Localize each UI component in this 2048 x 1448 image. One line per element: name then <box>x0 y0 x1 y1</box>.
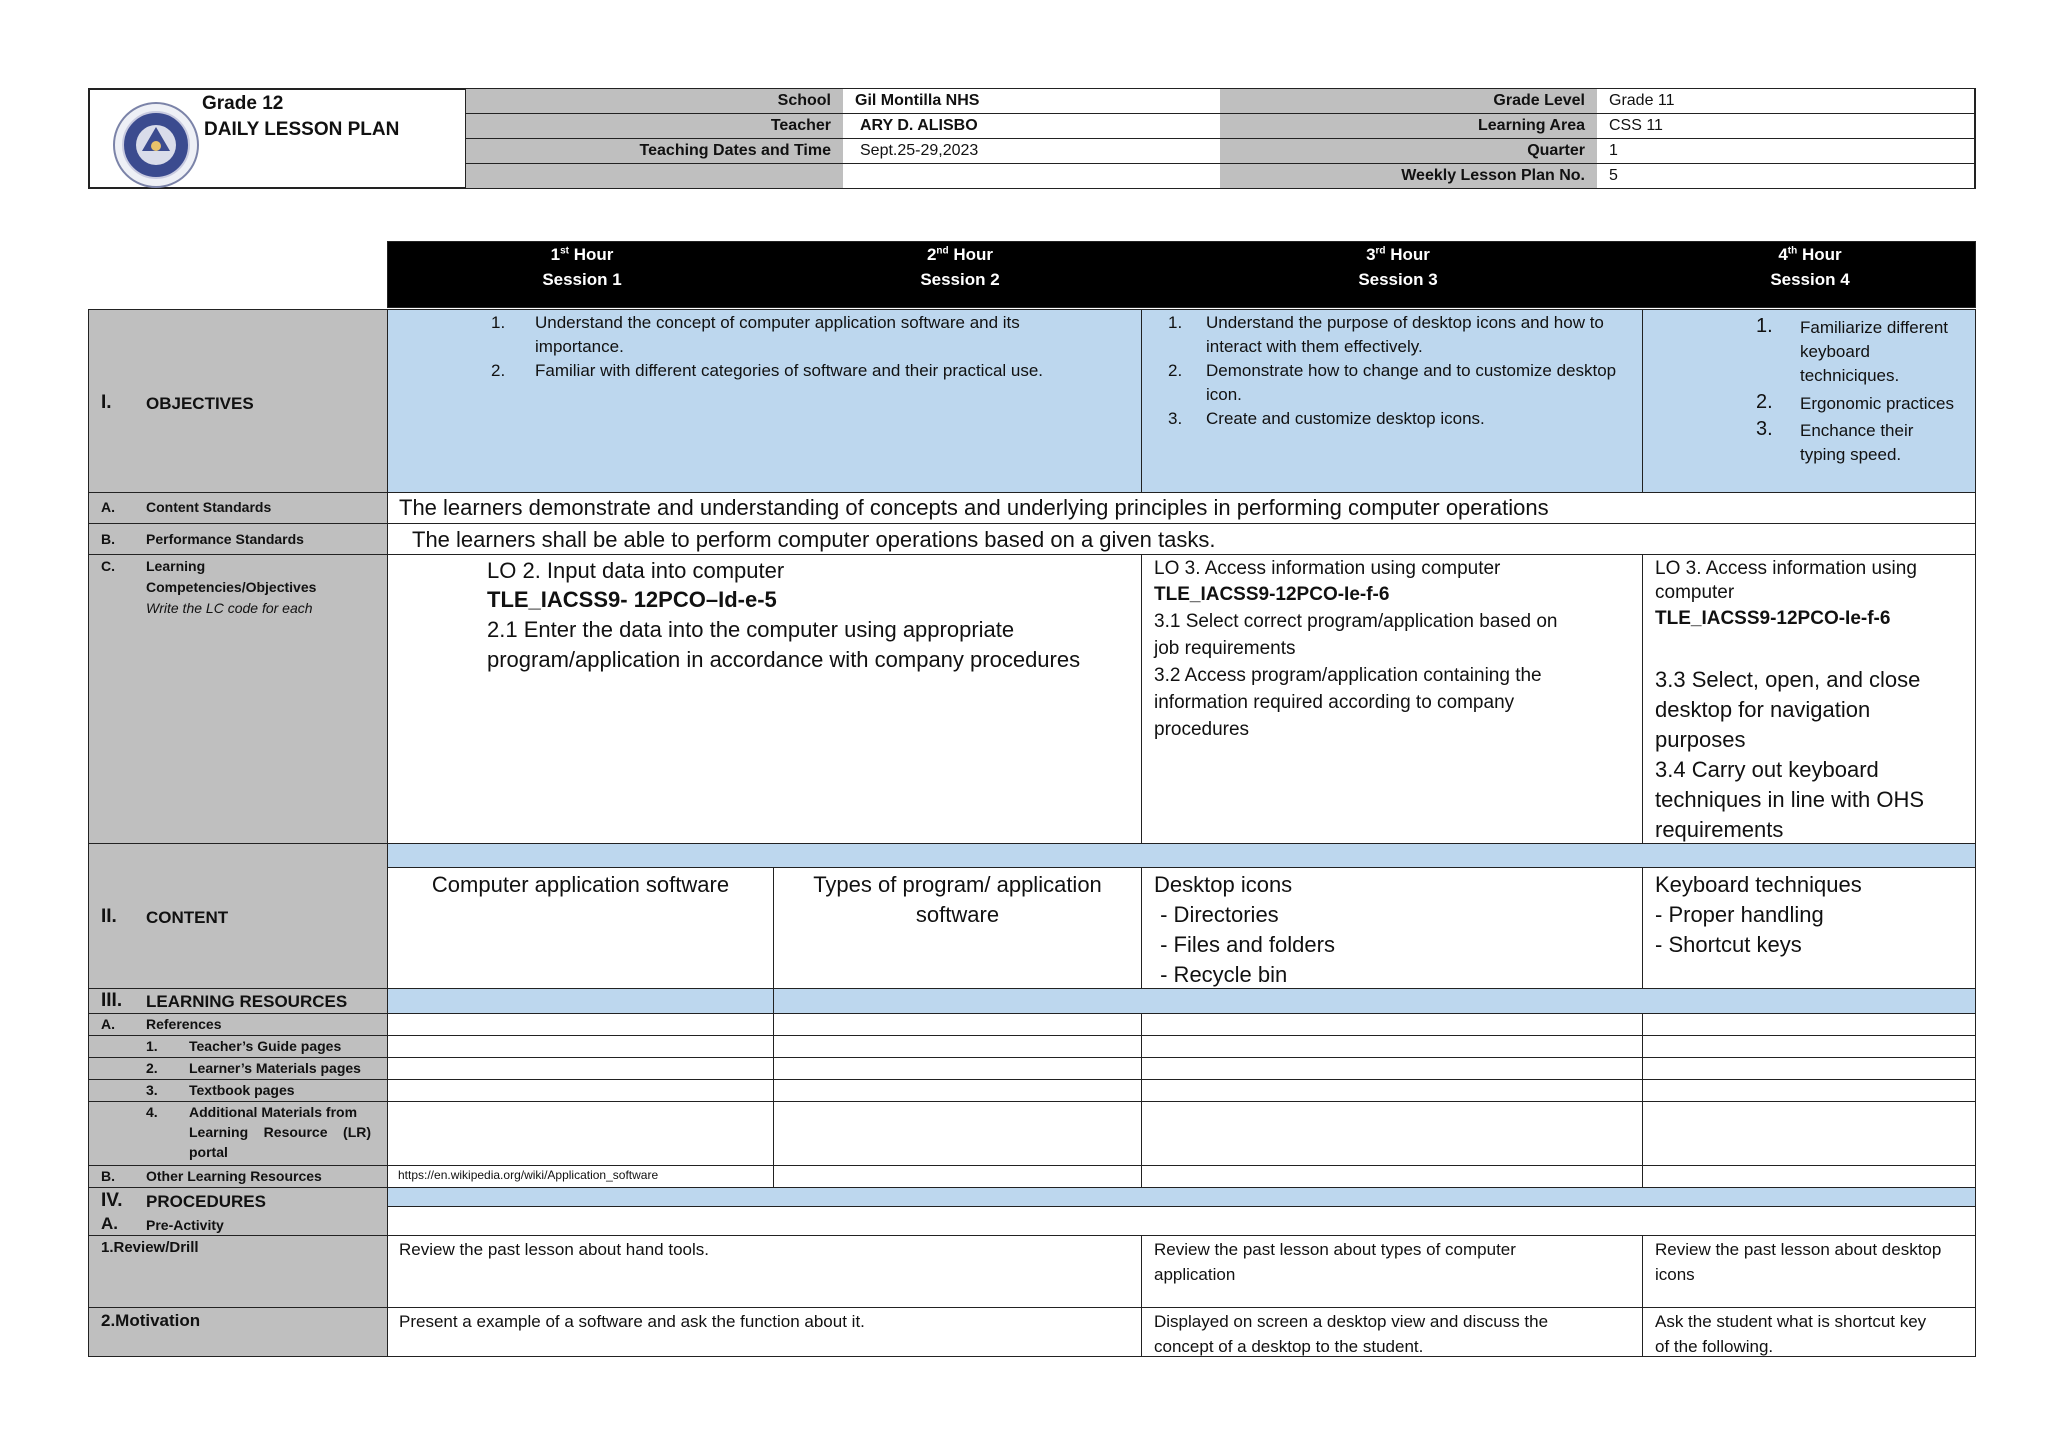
motivation-label-cell <box>88 1307 388 1357</box>
other-resources-row-cell <box>1642 1165 1976 1188</box>
competencies-s12-cell <box>387 554 1142 844</box>
competencies-s4-line: desktop for navigation <box>1655 697 1871 722</box>
competencies-s4-cell <box>1642 554 1976 844</box>
motivation-label: 2.Motivation <box>101 1311 201 1330</box>
plan-grade-title: Grade 12 <box>202 93 284 114</box>
resource-item-1-label-cell <box>88 1035 388 1058</box>
competencies-label-cell <box>88 554 388 844</box>
motivation-s12-cell <box>387 1307 1142 1357</box>
competencies-s4-line: techniques in line with OHS <box>1655 787 1925 812</box>
header-label-0: School <box>466 89 844 114</box>
session-3-label: Session 3 <box>1358 270 1438 289</box>
review-drill-s4-text: icons <box>1655 1265 1695 1284</box>
other-resources-link[interactable]: https://en.wikipedia.org/wiki/Application_software <box>398 1168 659 1182</box>
content-label: CONTENT <box>146 908 229 927</box>
resource-item-4-label-cell <box>88 1101 388 1166</box>
resources-label: LEARNING RESOURCES <box>146 992 348 1011</box>
content-s1-text: Computer application software <box>431 872 730 897</box>
resource-item-num: 4. <box>146 1104 158 1120</box>
content-s4-line: - Shortcut keys <box>1655 932 1802 957</box>
content-standards-value-cell <box>387 492 1976 524</box>
review-drill-s3-text: application <box>1154 1265 1236 1284</box>
procedures-blue-strip <box>387 1187 1976 1207</box>
performance-standards-label: Performance Standards <box>146 531 304 547</box>
resource-item-4-row-cell <box>1141 1101 1643 1166</box>
content-standards-text: The learners demonstrate and understanding of concepts and underlying principles in performing computer operations <box>399 495 1549 520</box>
references-row-cell <box>387 1013 774 1036</box>
resource-item-label: Learner’s Materials pages <box>189 1060 361 1076</box>
pre-activity-letter: A. <box>101 1214 118 1233</box>
header-value2-2: 1 <box>1597 139 1974 164</box>
references-letter: A. <box>101 1016 115 1032</box>
objective-s4-text: typing speed. <box>1800 445 1902 464</box>
content-standards-label-cell <box>88 492 388 524</box>
competencies-s3-line: job requirements <box>1154 638 1296 659</box>
competencies-s12-lo: LO 2. Input data into computer <box>487 558 785 583</box>
resource-item-3-row-cell <box>387 1079 774 1102</box>
objective-s4-text: Ergonomic practices <box>1800 394 1955 413</box>
objective-s4-text: Familiarize different <box>1800 318 1949 337</box>
competencies-note: Write the LC code for each <box>146 600 313 616</box>
content-s2-cell <box>773 867 1142 989</box>
objectives-s12-cell <box>387 309 1142 493</box>
competencies-s3-line: 3.1 Select correct program/application based on <box>1154 611 1558 632</box>
header-label2-1: Learning Area <box>1220 114 1598 139</box>
objective-s4-num-2: 2. <box>1756 391 1773 413</box>
competencies-s4-line: 3.4 Carry out keyboard <box>1655 757 1879 782</box>
competencies-s12-code: TLE_IACSS9- 12PCO–Id-e-5 <box>487 587 777 612</box>
resources-header-row-cell-a <box>387 988 774 1014</box>
header-value-3 <box>843 164 1221 188</box>
competencies-s3-line: 3.2 Access program/application containing the <box>1154 665 1542 686</box>
resource-item-3-row-cell <box>773 1079 1142 1102</box>
motivation-s3-cell <box>1141 1307 1643 1357</box>
content-standards-letter: A. <box>101 499 115 515</box>
objective-s3-num-2: 2. <box>1168 361 1183 380</box>
motivation-s4-text: of the following. <box>1655 1337 1774 1356</box>
resource-item-2-label-cell <box>88 1057 388 1080</box>
header-value-0: Gil Montilla NHS <box>843 89 1221 114</box>
objective-s4-text: keyboard <box>1800 342 1870 361</box>
resource-item-3-row-cell <box>1141 1079 1643 1102</box>
resources-roman: III. <box>101 990 123 1011</box>
review-drill-label-cell <box>88 1235 388 1308</box>
objective-s12-num-2: 2. <box>491 361 506 380</box>
motivation-s3-text: Displayed on screen a desktop view and discuss the <box>1154 1312 1549 1331</box>
header-value-2: Sept.25-29,2023 <box>843 139 1221 164</box>
competencies-s3-lo: LO 3. Access information using computer <box>1154 558 1501 579</box>
motivation-s4-text: Ask the student what is shortcut key <box>1655 1312 1927 1331</box>
session-1-label: Session 1 <box>542 270 622 289</box>
procedures-label-cell <box>88 1187 388 1236</box>
references-label: References <box>146 1016 222 1032</box>
resource-item-1-row-cell <box>773 1035 1142 1058</box>
header-label2-2: Quarter <box>1220 139 1598 164</box>
objective-s3-text: Understand the purpose of desktop icons and how to <box>1206 313 1604 332</box>
other-resources-letter: B. <box>101 1168 115 1184</box>
content-s2-line1: Types of program/ application <box>813 872 1102 897</box>
performance-standards-label-cell <box>88 523 388 555</box>
plan-title: DAILY LESSON PLAN <box>204 119 400 140</box>
objective-s3-num-1: 1. <box>1168 313 1183 332</box>
resource-item-2-row-cell <box>1642 1057 1976 1080</box>
content-s1-cell <box>387 867 774 989</box>
competencies-s4-line: 3.3 Select, open, and close <box>1655 667 1921 692</box>
review-drill-s12-text: Review the past lesson about hand tools. <box>399 1240 709 1259</box>
objective-s4-text: techniciques. <box>1800 366 1900 385</box>
competencies-s4-line: purposes <box>1655 727 1746 752</box>
references-row-cell <box>1642 1013 1976 1036</box>
content-s3-line: - Directories <box>1154 902 1279 927</box>
competencies-s3-code: TLE_IACSS9-12PCO-Ie-f-6 <box>1154 584 1390 605</box>
resource-item-4-line3: portal <box>189 1144 228 1160</box>
competencies-label-line2: Competencies/Objectives <box>146 579 317 595</box>
other-resources-row-cell <box>773 1165 1142 1188</box>
header-value2-0: Grade 11 <box>1597 89 1974 114</box>
session-1-hour: 1st Hour <box>550 245 614 264</box>
session-3-hour: 3rd Hour <box>1366 245 1430 264</box>
references-row-cell <box>773 1013 1142 1036</box>
review-drill-s3-text: Review the past lesson about types of computer <box>1154 1240 1516 1259</box>
resource-item-label: Teacher’s Guide pages <box>189 1038 342 1054</box>
review-drill-s4-text: Review the past lesson about desktop <box>1655 1240 1942 1259</box>
competencies-s12-line1: 2.1 Enter the data into the computer using appropriate <box>487 617 1015 642</box>
competencies-s12-line2: program/application in accordance with company procedures <box>487 647 1081 672</box>
resource-item-1-row-cell <box>387 1035 774 1058</box>
header-value-1: ARY D. ALISBO <box>843 114 1221 139</box>
resources-header-row-cell-b <box>773 988 1976 1014</box>
resource-item-num: 3. <box>146 1082 158 1098</box>
resource-item-4-row-cell <box>1642 1101 1976 1166</box>
competencies-label-line1: Learning <box>146 558 206 574</box>
content-s3-line: - Recycle bin <box>1154 962 1288 987</box>
performance-standards-letter: B. <box>101 531 115 547</box>
competencies-s3-cell <box>1141 554 1643 844</box>
resource-item-1-row-cell <box>1642 1035 1976 1058</box>
session-2-hour: 2nd Hour <box>926 245 994 264</box>
performance-standards-value-cell <box>387 523 1976 555</box>
session-4-label: Session 4 <box>1770 270 1850 289</box>
objective-s4-num-1: 1. <box>1756 315 1773 337</box>
other-resources-label-cell <box>88 1165 388 1188</box>
competencies-s3-line: information required according to company <box>1154 692 1515 713</box>
objectives-roman: I. <box>101 392 112 413</box>
competencies-s4-lo-line1: LO 3. Access information using <box>1655 558 1917 579</box>
review-drill-s3-cell <box>1141 1235 1643 1308</box>
session-4-hour: 4th Hour <box>1778 245 1842 264</box>
performance-standards-text: The learners shall be able to perform computer operations based on a given tasks. <box>412 527 1216 552</box>
header-value2-3: 5 <box>1597 164 1974 188</box>
objective-s3-text: Demonstrate how to change and to customize desktop <box>1206 361 1617 380</box>
content-s3-line: - Files and folders <box>1154 932 1335 957</box>
content-blue-strip <box>387 843 1976 868</box>
objective-s4-text: Enchance their <box>1800 421 1914 440</box>
objective-s12-text: importance. <box>535 337 624 356</box>
content-label-cell <box>88 843 388 989</box>
competencies-s3-line: procedures <box>1154 719 1250 740</box>
header-label2-3: Weekly Lesson Plan No. <box>1220 164 1598 188</box>
resources-label-cell <box>88 988 388 1014</box>
objective-s3-num-3: 3. <box>1168 409 1183 428</box>
competencies-s4-lo-line2: computer <box>1655 582 1735 603</box>
deped-seal-icon <box>112 101 200 189</box>
objective-s3-text: interact with them effectively. <box>1206 337 1423 356</box>
motivation-s12-text: Present a example of a software and ask the function about it. <box>399 1312 865 1331</box>
procedures-label: PROCEDURES <box>146 1192 266 1211</box>
objective-s4-num-3: 3. <box>1756 418 1773 440</box>
resource-item-4-line1: Additional Materials from <box>189 1104 358 1120</box>
competencies-s4-code: TLE_IACSS9-12PCO-Ie-f-6 <box>1655 608 1891 629</box>
resource-item-1-row-cell <box>1141 1035 1643 1058</box>
resource-item-2-row-cell <box>773 1057 1142 1080</box>
review-drill-s4-cell <box>1642 1235 1976 1308</box>
resource-item-label: Textbook pages <box>189 1082 295 1098</box>
header-label-2: Teaching Dates and Time <box>466 139 844 164</box>
references-row-cell <box>1141 1013 1643 1036</box>
objective-s12-num-1: 1. <box>491 313 506 332</box>
content-s3-cell <box>1141 867 1643 989</box>
pre-activity-row <box>387 1206 1976 1236</box>
objective-s3-text: Create and customize desktop icons. <box>1206 409 1485 428</box>
content-s4-line: Keyboard techniques <box>1655 872 1862 897</box>
motivation-s4-cell <box>1642 1307 1976 1357</box>
header-label-1: Teacher <box>466 114 844 139</box>
resource-item-4-row-cell <box>387 1101 774 1166</box>
resource-item-3-row-cell <box>1642 1079 1976 1102</box>
content-s4-cell <box>1642 867 1976 989</box>
procedures-roman: IV. <box>101 1190 123 1211</box>
content-standards-label: Content Standards <box>146 499 272 515</box>
objective-s12-text: Familiar with different categories of software and their practical use. <box>535 361 1044 380</box>
resource-item-2-row-cell <box>387 1057 774 1080</box>
header-logo-cell <box>90 90 467 187</box>
objectives-label: OBJECTIVES <box>146 394 254 413</box>
session-2-label: Session 2 <box>920 270 1000 289</box>
other-resources-label: Other Learning Resources <box>146 1168 322 1184</box>
resource-item-4-line2: Learning Resource (LR) <box>189 1124 372 1140</box>
resource-item-4-row-cell <box>773 1101 1142 1166</box>
review-drill-s12-cell <box>387 1235 1142 1308</box>
resource-item-3-label-cell <box>88 1079 388 1102</box>
resource-item-2-row-cell <box>1141 1057 1643 1080</box>
resource-item-num: 2. <box>146 1060 158 1076</box>
objective-s3-text: icon. <box>1206 385 1242 404</box>
content-s3-line: Desktop icons <box>1154 872 1293 897</box>
objectives-label-cell <box>88 309 388 493</box>
pre-activity-label: Pre-Activity <box>146 1217 224 1233</box>
content-s2-line2: software <box>915 902 1000 927</box>
competencies-s4-line: requirements <box>1655 817 1784 842</box>
content-s4-line: - Proper handling <box>1655 902 1824 927</box>
review-drill-label: 1.Review/Drill <box>101 1239 199 1256</box>
content-roman: II. <box>101 906 117 927</box>
competencies-letter: C. <box>101 558 115 574</box>
references-label-cell <box>88 1013 388 1036</box>
objective-s12-text: Understand the concept of computer application software and its <box>535 313 1020 332</box>
motivation-s3-text: concept of a desktop to the student. <box>1154 1337 1424 1356</box>
resource-item-num: 1. <box>146 1038 158 1054</box>
other-resources-row-cell <box>1141 1165 1643 1188</box>
header-label-3 <box>466 164 844 188</box>
header-value2-1: CSS 11 <box>1597 114 1974 139</box>
header-label2-0: Grade Level <box>1220 89 1598 114</box>
